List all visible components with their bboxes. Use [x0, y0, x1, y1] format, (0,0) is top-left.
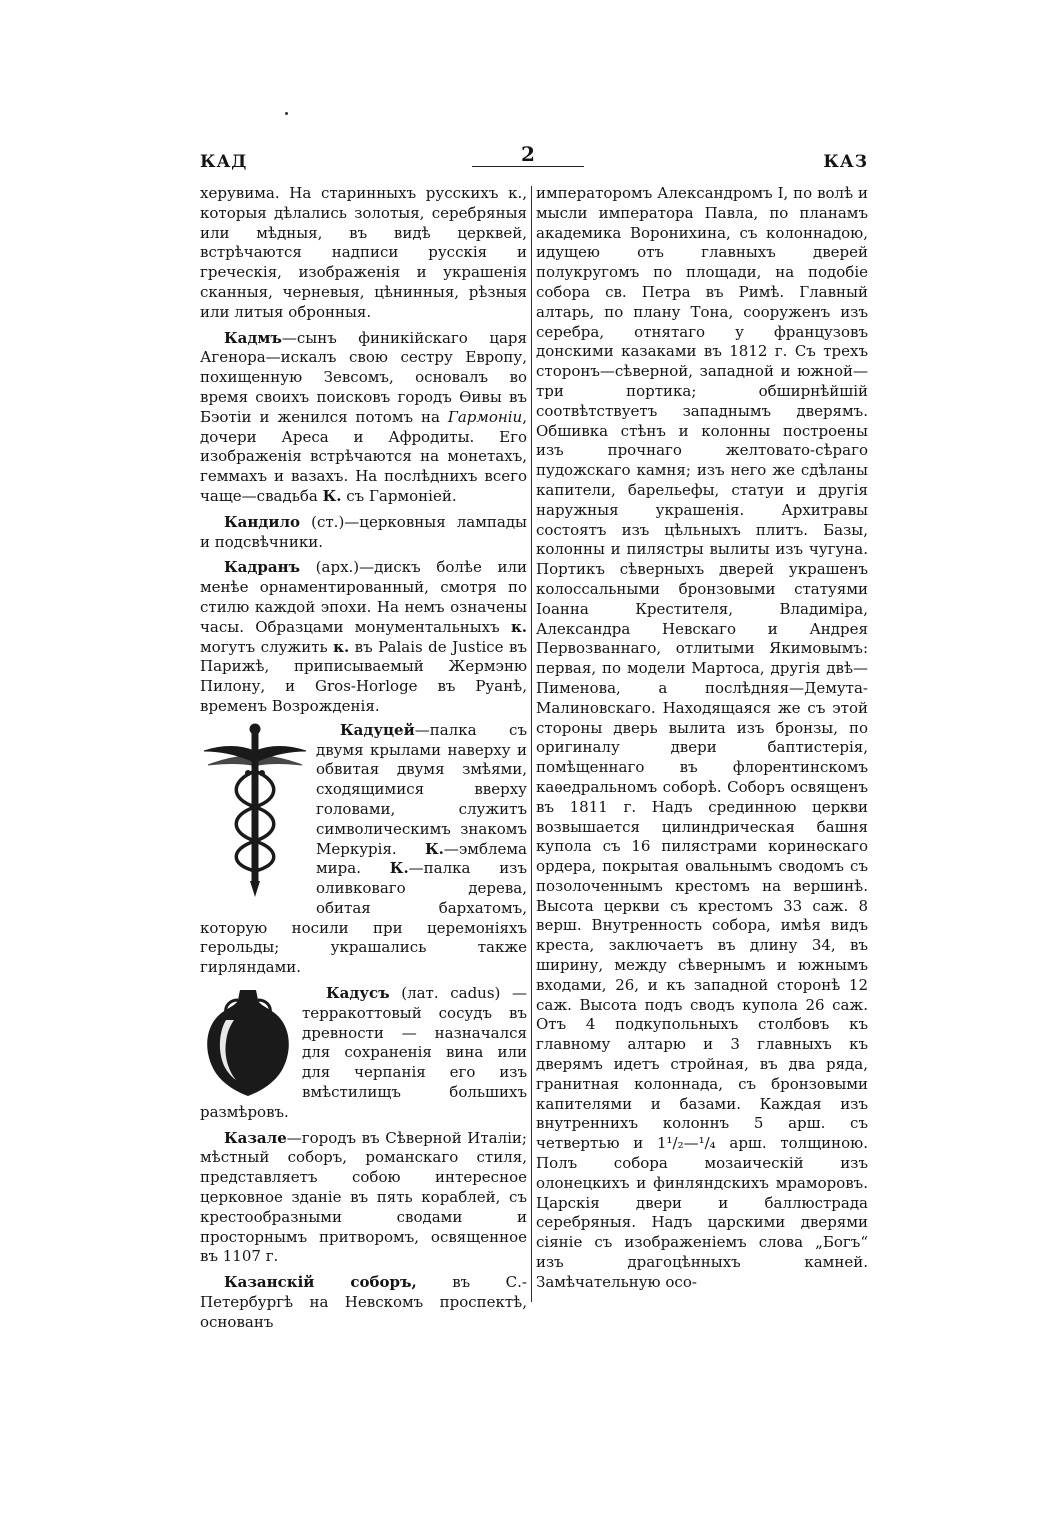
header-left-word: КАД — [200, 152, 248, 172]
entry-term: Казале — [224, 1128, 287, 1147]
header-right-word: КАЗ — [823, 152, 868, 172]
kazansky-continuation: императоромъ Александромъ I, по волѣ и мысли императора Павла, по планамъ академика Воронихина, съ колоннадою, идущею отъ главныхъ дверей полукругомъ по площади, на подобіе собора св. Петра въ Римѣ. Главный алтарь, по плану Тона, сооруженъ изъ серебра, отнятаго у французовъ донскими казаками въ 1812 г. Съ трехъ сторонъ—сѣверной, западной и южной—три портика; обширнѣйшій соотвѣтствуетъ западнымъ дверямъ. Обшивка стѣнъ и колонны построены изъ прочнаго желтовато-сѣраго пудожскаго камня; изъ него же сдѣланы капители, барельефы, статуи и другія наружныя украшенія. Архитравы состоятъ изъ цѣльныхъ плитъ. Базы, колонны и пилястры вылиты изъ чугуна. Портикъ сѣверныхъ дверей украшенъ колоссальными бронзовыми статуями Іоанна Крестителя, Владиміра, Александра Невскаго и Андрея Первозваннаго, отлитыми Якимовымъ: первая, по модели Мартоса, другія двѣ—Пименова, а послѣдняя—Демута-Малиновскаго. Находящаяся же съ этой стороны дверь вылита изъ бронзы, по оригиналу двери баптистерія, помѣщеннаго въ флорентинскомъ каѳедральномъ соборѣ. Соборъ освященъ въ 1811 г. Надъ срединною церкви возвышается цилиндрическая башня купола съ 16 пилястрами коринѳскаго ордера, покрытая овальнымъ сводомъ съ позолоченнымъ крестомъ на вершинѣ. Высота церкви съ крестомъ 33 саж. 8 верш. Внутренность собора, имѣя видъ креста, заключаетъ въ длину 34, въ ширину, между сѣвернымъ и южнымъ входами, 26, и къ западной сторонѣ 12 саж. Высота подъ сводъ купола 26 саж. Отъ 4 подкупольныхъ столбовъ къ главному алтарю и 3 главныхъ къ дверямъ идетъ стройная, въ два ряда, гранитная колоннада, съ бронзовыми капителями и базами. Каждая изъ внутреннихъ колоннъ 5 арш. съ четвертью и 1¹/₂—¹/₄ арш. толщиною. Полъ собора мозаическій изъ олонецкихъ и финляндскихъ мраморовъ. Царскія двери и баллюстрада серебряныя. Надъ царскими дверями сіяніе съ изображеніемъ слова „Богъ“ изъ драгоцѣнныхъ камней. Замѣчательную осо- — [536, 184, 868, 1291]
entry-text: могутъ служить — [200, 637, 334, 656]
entry-text: , дочери Ареса и Афродиты. Его изображенія встрѣчаются на монетахъ, геммахъ и вазахъ. На послѣднихъ всего чаще—свадьба — [200, 407, 527, 505]
entry-kaducey — [200, 721, 527, 978]
header-rule — [472, 166, 584, 167]
entry-text: съ Гармоніей. — [341, 486, 457, 505]
caduceus-illustration — [200, 721, 310, 903]
column-divider — [531, 186, 532, 1302]
entry-text: (лат. cadus) — терракоттовый сосудъ въ древности — назначался для сохраненія вина или для черпанія его изъ вмѣстилищъ большихъ размѣровъ. — [200, 984, 527, 1121]
entry-text: —сынъ финикійскаго царя Агенора—искалъ свою сестру Европу, похищенную Зевсомъ, основалъ во время своихъ поисковъ городъ Ѳивы въ Бэотіи и женился потомъ на — [200, 328, 527, 426]
entry-kandilo — [200, 513, 527, 553]
continuation-paragraph: херувима. На старинныхъ русскихъ к., которыя дѣлались золотыя, серебряныя или мѣдныя, въ видѣ церквей, встрѣчаются надписи русскія и греческія, изображенія и украшенія сканныя, черневыя, цѣнинныя, рѣзныя или литыя обронныя. — [200, 184, 527, 321]
entry-abbrev: К. — [389, 859, 409, 878]
entry-kadran — [200, 558, 527, 716]
entry-text: —палка съ двумя крылами наверху и обвитая двумя змѣями, сходящимися вверху головами, служитъ символическимъ знакомъ Меркурія. — [316, 720, 527, 858]
entry-term: Казанскій соборъ, — [224, 1273, 417, 1292]
entry-text: въ Palais de Justice въ Парижѣ, приписываемый Жермэню Пилону, и Gros-Horloge въ Руанѣ, временъ Возрожденія. — [200, 637, 528, 715]
entry-text: —палка изъ оливковаго дерева, обитая бархатомъ, которую носили при церемоніяхъ герольды; украшались также гирляндами. — [200, 859, 527, 977]
entry-abbrev: К. — [322, 486, 342, 505]
entry-kadus — [200, 984, 527, 1123]
entry-abbrev: К. — [425, 839, 444, 858]
running-header — [200, 142, 868, 182]
page-number: 2 — [521, 142, 535, 166]
entry-abbrev: к. — [510, 617, 527, 636]
entry-term: Кандило — [224, 512, 301, 531]
right-column — [536, 184, 868, 1293]
entry-abbrev: к. — [333, 637, 350, 656]
entry-term: Кадуцей — [340, 720, 415, 739]
entry-text: —эмблема мира. — [316, 839, 527, 878]
entry-term: Кадмъ — [224, 328, 282, 347]
speck-top — [285, 112, 288, 115]
entry-text: въ С.-Петербургѣ на Невскомъ проспектѣ, основанъ — [200, 1273, 527, 1331]
entry-kazale — [200, 1129, 527, 1268]
entry-kazansky — [200, 1273, 527, 1332]
dictionary-page — [200, 142, 868, 1331]
entry-text: —городъ въ Сѣверной Италіи; мѣстный соборъ, романскаго стиля, представляетъ собою интересное церковное зданіе въ пять кораблей, съ крестообразными сводами и просторнымъ притворомъ, освященное въ 1107 г. — [200, 1128, 527, 1266]
left-column — [200, 184, 527, 1333]
entry-text: (арх.)—дискъ болѣе или менѣе орнаментированный, смотря по стилю каждой эпохи. На немъ означены часы. Образцами монументальныхъ — [200, 558, 527, 636]
cadus-vase-illustration — [200, 986, 296, 1100]
entry-italic: Гармоніи — [447, 407, 523, 426]
entry-term: Кадранъ — [224, 558, 301, 577]
entry-text: (ст.)—церковныя лампады и подсвѣчники. — [200, 512, 527, 551]
entry-kadm — [200, 329, 527, 507]
entry-term: Кадусъ — [326, 984, 390, 1003]
